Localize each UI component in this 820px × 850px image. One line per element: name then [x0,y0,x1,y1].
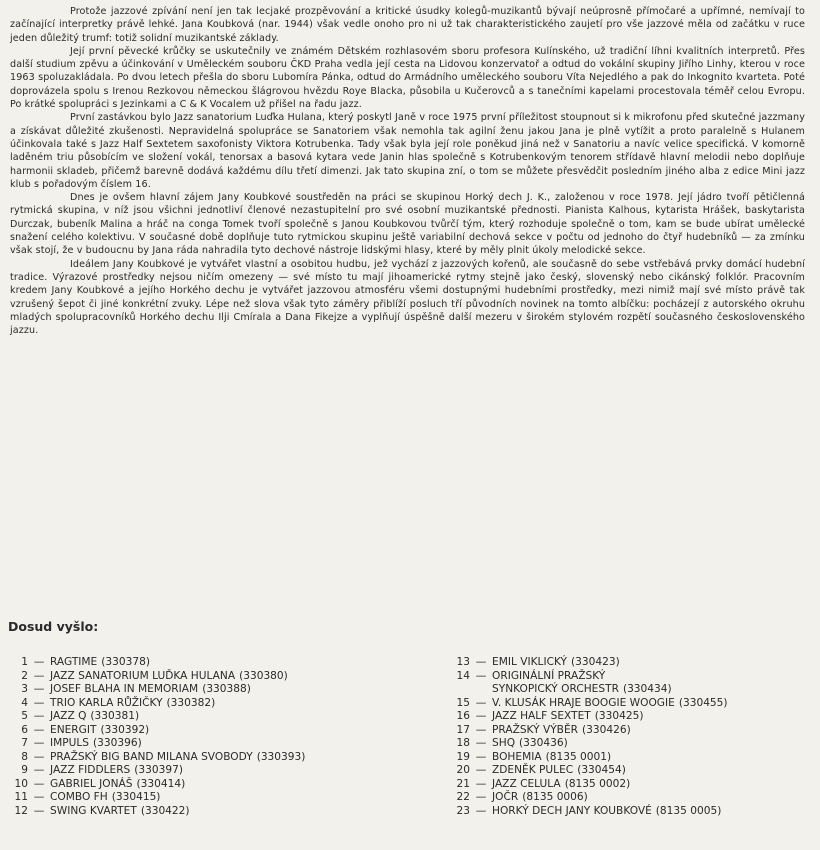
discography-item [8,710,438,724]
item-dash: — [475,737,487,749]
discography-item [450,710,815,724]
item-catalog-number: (8135 0005) [655,804,722,817]
item-dash: — [33,656,45,668]
item-number: 2 [21,669,28,682]
item-catalog-number: (330396) [93,737,142,749]
article-paragraph: Její první pěvecké krůčky se uskutečnily ve známém Dětském rozhlasovém sboru profesora Kulínského, už tradiční líhni kvalitních interpretů. Přes další studium zpěvu a účinkování v Uměleckém souboru ČKD Praha vedla její cesta na Lidovou konzervatoř a odtud do vokální skupiny Jiřího Linhy, kterou v roce 1963 spoluzakládala. Po dvou letech přešla do sboru Lubomíra Pánka, odtud do Armádního uměleckého souboru Víta Nejedlého a pak do Inkognito kvarteta. Poté doprovázela spolu s Irenou Rezkovou německou šlágrovou hvězdu Roye Blacka, působila u Kučerovců a s tanečními kapelami procestovala téměř celou Evropu. Po krátké spolupráci s Jezinkami a C & K Vocalem už přišel na řadu jazz. [10,45,805,111]
article-paragraph: Protože jazzové zpívání není jen tak lecjaké prozpěvování a kritické úsudky kolegů-muzikantů bývají neúprosně přímočaré a upřímné, nemívají to začínající interpretky právě lehké. Jana Koubková (nar. 1944) však vedle onoho pro ni už tak charakteristického zaujetí pro vše jazzové měla od začátku v ruce jeden důležitý trumf: totiž solidní muzikantské základy. [10,6,805,44]
item-dash: — [33,683,45,695]
item-catalog-number: (330392) [100,723,150,736]
item-title: RAGTIME [50,656,98,668]
item-dash: — [33,723,45,736]
item-dash: — [33,764,45,776]
item-number: 1 [21,656,28,668]
item-number: 11 [14,791,28,803]
discography-item [8,670,438,684]
item-title: V. KLUSÁK HRAJE BOOGIE WOOGIE [492,696,675,709]
item-dash: — [475,710,487,722]
item-title: JAZZ SANATORIUM LUĎKA HULANA [50,669,236,682]
item-catalog-number: (330414) [136,777,186,790]
item-title: EMIL VIKLICKÝ [492,656,568,668]
item-catalog-number: (330393) [256,750,306,763]
item-number: 16 [456,710,470,722]
item-dash: — [33,791,45,803]
item-catalog-number: (330378) [101,656,150,668]
item-number: 5 [21,710,28,722]
discography-item [450,737,815,751]
discography-item [450,805,815,819]
item-catalog-number: (8135 0006) [522,791,588,803]
discography-item [450,656,815,670]
item-dash: — [33,696,45,709]
item-number: 3 [21,683,28,695]
item-number: 9 [21,764,28,776]
item-title: JAZZ CELULA [492,777,561,790]
item-title: ZDENĚK PULEC [492,764,574,776]
item-catalog-number: (330397) [134,764,183,776]
discography-item [450,764,815,778]
item-number: 15 [456,696,470,709]
item-catalog-number: (330426) [582,723,631,736]
item-catalog-number: (330382) [166,696,216,709]
item-catalog-number: (330454) [577,764,626,776]
discography-item [8,764,438,778]
discography-item [8,791,438,805]
item-number: 23 [456,804,470,817]
item-title: JOČR [492,791,519,803]
item-number: 12 [14,804,28,817]
discography-item [450,683,815,697]
item-catalog-number: (330415) [111,791,161,803]
item-title: TRIO KARLA RŮŽIČKY [50,696,163,709]
item-title: JAZZ Q [50,710,87,722]
item-number: 20 [456,764,470,776]
discography-item [450,724,815,738]
item-dash: — [475,696,487,709]
discography-item [450,670,815,684]
discography-item [8,724,438,738]
item-number: 18 [456,737,470,749]
item-title: JOSEF BLAHA IN MEMORIAM [50,683,199,695]
item-title: ENERGIT [50,723,97,736]
item-number: 21 [456,777,470,790]
discography-item [8,751,438,765]
item-dash: — [33,669,45,682]
item-number: 14 [456,669,470,682]
item-dash: — [475,669,487,682]
item-number: 17 [456,723,470,736]
discography-item [450,778,815,792]
item-catalog-number: (330434) [622,683,672,695]
item-catalog-number: (330381) [90,710,140,722]
discography-list-right [450,656,815,818]
item-title: HORKÝ DECH JANY KOUBKOVÉ [492,804,652,817]
item-catalog-number: (330425) [594,710,644,722]
item-dash: — [475,804,487,817]
item-catalog-number: (330380) [239,669,288,682]
discography-item [450,791,815,805]
item-catalog-number: (330388) [202,683,251,695]
item-title: PRAŽSKÝ BIG BAND MILANA SVOBODY [50,750,253,763]
item-title: PRAŽSKÝ VÝBĚR [492,723,578,736]
item-dash: — [33,710,45,722]
item-title: COMBO FH [50,791,108,803]
item-catalog-number: (8135 0002) [564,777,631,790]
article-paragraph: Ideálem Jany Koubkové je vytvářet vlastní a osobitou hudbu, jež vychází z jazzových kořenů, ale současně do sebe vstřebává prvky domácí hudební tradice. Výrazové prostředky nejsou ničím omezeny — své místo tu mají jihoamerické rytmy stejně jako český, slovenský nebo cikánský folklór. Pracovním kredem Jany Koubkové a jejího Horkého dechu je vytvářet jazzovou atmosféru všemi dostupnými hudebními prostředky, mezi nimiž mají své místo právě tak vzrušený šepot či jiné konkrétní zvuky. Lépe než slova však tyto záměry přiblíží posluch tří původních novinek na tomto albíčku: pocházejí z autorského okruhu mladých spolupracovníků Horkého dechu Ilji Cmírala a Dana Fikejze a vyplňují úspěšně další mezeru v širokém stylovém rozpětí současného československého jazzu. [10,258,805,337]
item-title: JAZZ FIDDLERS [50,764,131,776]
item-title: GABRIEL JONÁŠ [50,777,133,790]
article-paragraph: Dnes je ovšem hlavní zájem Jany Koubkové soustředěn na práci se skupinou Horký dech J. K., založenou v roce 1978. Její jádro tvoří pětičlenná rytmická skupina, v níž jsou všichni jednotliví členové nezastupitelní pro své osobní muzikantské přednosti. Pianista Kalhous, kytarista Hrášek, baskytarista Durczak, bubeník Malina a hráč na conga Tomek tvoří společně s Janou Koubkovou tvůrčí tým, který rozhoduje společně o tom, kam se bude ubírat umělecké snažení celého kolektivu. V současné době doplňuje tuto rytmickou skupinu ještě variabilní dechová sekce v počtu od jednoho do čtyř hudebníků — za zmínku však stojí, že v budoucnu by Jana ráda nahradila tyto dechové nástroje lidskými hlasy, které by měly plnit úkoly melodické sekce. [10,192,805,257]
item-number: 4 [21,696,28,709]
discography-item [8,805,438,819]
discography-item [450,751,815,765]
article-paragraph: První zastávkou bylo Jazz sanatorium Luďka Hulana, který poskytl Janě v roce 1975 první příležitost stoupnout si k mikrofonu před skutečné jazzmany a získávat důležité zkušenosti. Nepravidelná spolupráce se Sanatoriem však nemohla tak agilní ženu jakou Jana je plně vytížit a proto paralelně s Hulanem účinkovala také s Jazz Half Sextetem saxofonisty Viktora Kotrubenka. Tady však byla její role poněkud jiná než v Sanatoriu a navíc velice specifická. V komorně laděném triu působícím ve složení vokál, tenorsax a basová kytara vede Janin hlas společně s Kotrubenkovým tenorem střídavě hlavní melodii nebo doplňuje harmonii skladeb, přičemž barevně dodává každému dílu třetí dimenzi. Jak tato skupina zní, o tom se můžete přesvědčit posledním jiného alba z edice Mini jazz klub s pořadovým číslem 16. [10,112,805,190]
item-title: ORIGINÁLNÍ PRAŽSKÝ [492,669,606,682]
item-title: SWING KVARTET [50,804,137,817]
discography-item [8,683,438,697]
item-dash: — [475,750,487,763]
item-dash: — [475,656,487,668]
item-dash: — [475,791,487,803]
item-dash: — [33,737,45,749]
item-dash: — [475,764,487,776]
item-title: SHQ [492,737,516,749]
item-title: IMPULS [50,737,90,749]
discography-list-left [8,656,438,818]
discography-item [8,697,438,711]
item-catalog-number: (330455) [678,696,728,709]
item-dash: — [475,777,487,790]
item-catalog-number: (330422) [140,804,190,817]
item-catalog-number: (330423) [571,656,620,668]
item-dash: — [33,804,45,817]
discography-item [8,656,438,670]
item-number: 13 [456,656,470,668]
item-number: 10 [14,777,28,790]
item-dash: — [475,723,487,736]
discography-item [8,737,438,751]
item-catalog-number: (8135 0001) [545,750,612,763]
discography-item [450,697,815,711]
item-title: SYNKOPICKÝ ORCHESTR [492,683,619,695]
item-number: 6 [21,723,28,736]
item-number: 19 [456,750,470,763]
item-title: BOHEMIA [492,750,542,763]
discography-heading: Dosud vyšlo: [8,619,99,634]
liner-notes-article [10,5,805,337]
item-title: JAZZ HALF SEXTET [492,710,591,722]
item-catalog-number: (330436) [519,737,568,749]
item-number: 7 [21,737,28,749]
item-number: 8 [21,750,28,763]
item-number: 22 [456,791,470,803]
item-dash: — [33,750,45,763]
discography-item [8,778,438,792]
item-dash: — [33,777,45,790]
